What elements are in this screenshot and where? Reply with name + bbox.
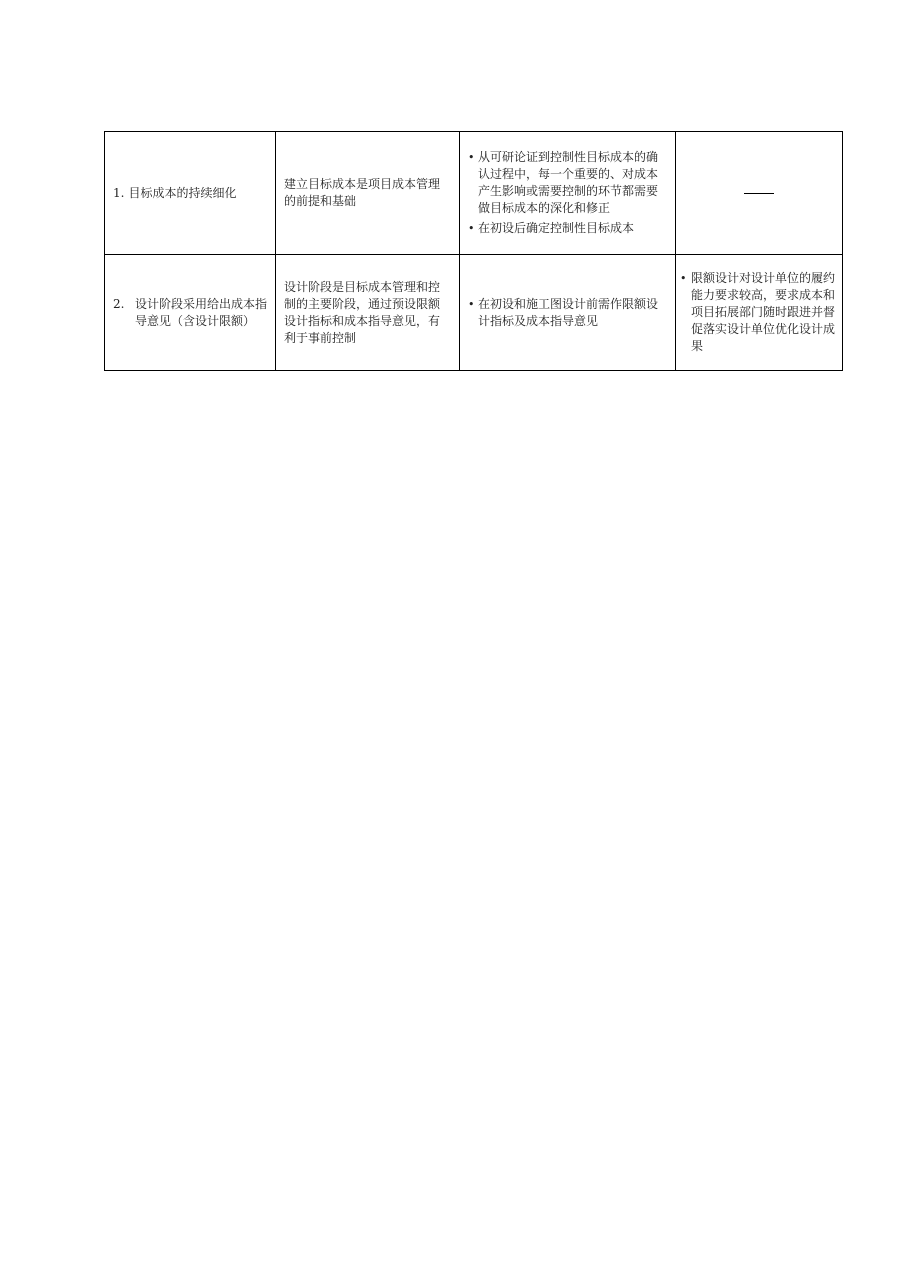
requirements-cell <box>460 132 676 255</box>
list-item: • 限额设计对设计单位的履约能力要求较高，要求成本和项目拓展部门随时跟进并督促落实设计单位优化设计成果 <box>680 270 836 355</box>
item-cell <box>105 132 276 255</box>
table-row <box>105 255 843 371</box>
purpose-cell: 建立目标成本是项目成本管理的前提和基础 <box>276 132 460 255</box>
requirements-list <box>468 149 667 237</box>
requirements-list <box>468 296 667 330</box>
item-title: 目标成本的持续细化 <box>128 185 237 200</box>
notes-cell <box>676 132 843 255</box>
list-item: • 在初设后确定控制性目标成本 <box>468 220 667 237</box>
item-title: 设计阶段采用给出成本指导意见（含设计限额） <box>135 296 268 328</box>
purpose-cell: 设计阶段是目标成本管理和控制的主要阶段，通过预设限额设计指标和成本指导意见，有利于事前控制 <box>276 255 460 371</box>
item-cell <box>105 255 276 371</box>
notes-cell <box>676 255 843 371</box>
cost-control-table <box>104 131 843 371</box>
table-row <box>105 132 843 255</box>
empty-dash <box>744 193 774 194</box>
notes-list <box>680 270 836 355</box>
item-number: 1. <box>113 185 125 200</box>
list-item: • 在初设和施工图设计前需作限额设计指标及成本指导意见 <box>468 296 667 330</box>
list-item: • 从可研论证到控制性目标成本的确认过程中，每一个重要的、对成本产生影响或需要控制的环节都需要做目标成本的深化和修正 <box>468 149 667 217</box>
requirements-cell <box>460 255 676 371</box>
item-number: 2. <box>113 296 125 311</box>
